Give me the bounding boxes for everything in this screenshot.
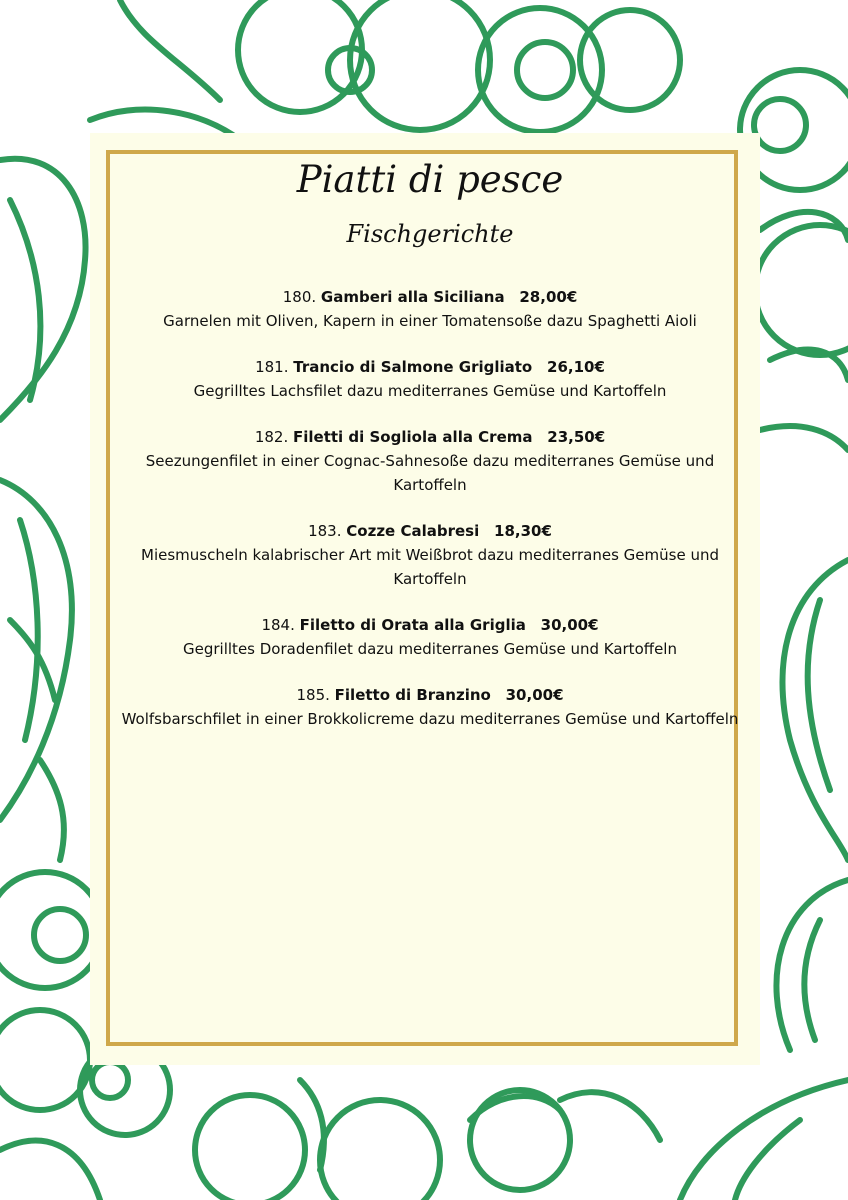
dish-number: 181. [255,358,289,376]
dish-description: Garnelen mit Oliven, Kapern in einer Tomatensoße dazu Spaghetti Aioli [163,312,697,330]
dish-price: 28,00€ [519,288,578,306]
dish-price: 26,10€ [547,358,605,376]
page-subtitle: Fischgerichte [346,220,514,248]
page-title: Piatti di pesce [296,158,564,201]
dish-price: 30,00€ [540,616,599,634]
dish-description: Seezungenfilet in einer Cognac-Sahnesoße dazu mediterranes Gemüse und Kartoffeln [145,452,715,494]
dish-list [120,285,740,753]
dish-number: 183. [308,522,342,540]
dish-name: Filetto di Orata alla Griglia [299,616,526,634]
dish-number: 182. [254,428,289,446]
dish-price: 18,30€ [494,522,552,540]
dish-name: Filetti di Sogliola alla Crema [293,428,533,446]
dish-description: Miesmuscheln kalabrischer Art mit Weißbrot dazu mediterranes Gemüse und Kartoffeln [141,546,719,588]
dish-name: Filetto di Branzino [334,686,491,704]
dish-price: 23,50€ [547,428,606,446]
dish-name: Cozze Calabresi [346,522,480,540]
dish-item [120,285,740,333]
dish-description: Gegrilltes Lachsfilet dazu mediterranes Gemüse und Kartoffeln [193,382,667,400]
dish-item [120,425,740,497]
dish-name: Trancio di Salmone Grigliato [293,358,533,376]
dish-number: 180. [282,288,317,306]
dish-description: Wolfsbarschfilet in einer Brokkolicreme dazu mediterranes Gemüse und Kartoffeln [121,710,739,728]
dish-number: 184. [261,616,295,634]
dish-item [120,355,740,403]
dish-item [120,519,740,591]
dish-name: Gamberi alla Siciliana [320,288,505,306]
dish-item [120,613,740,661]
dish-item [120,683,740,731]
dish-description: Gegrilltes Doradenfilet dazu mediterranes Gemüse und Kartoffeln [183,640,677,658]
dish-price: 30,00€ [505,686,564,704]
dish-number: 185. [296,686,330,704]
